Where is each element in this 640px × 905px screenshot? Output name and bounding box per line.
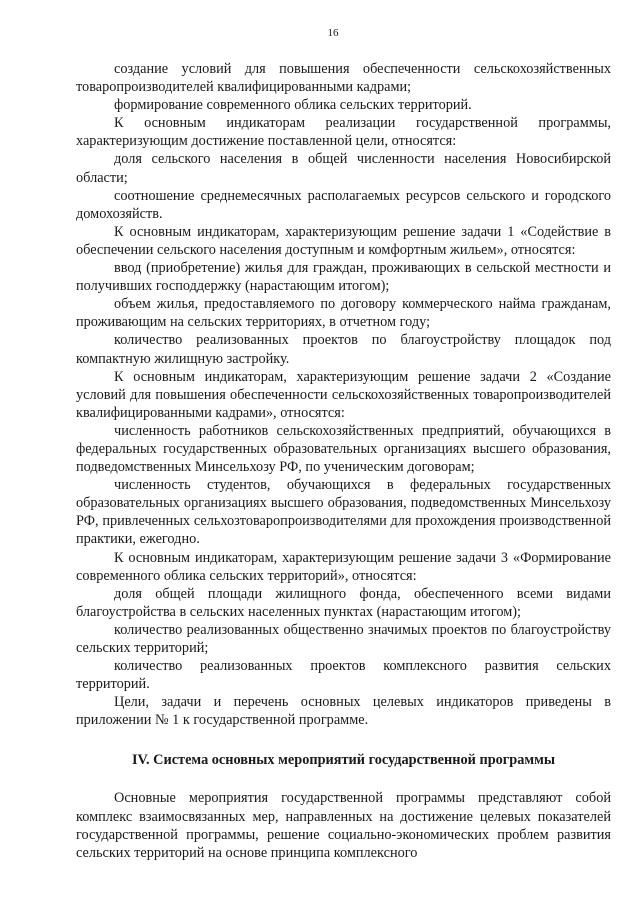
paragraph: ввод (приобретение) жилья для граждан, проживающих в сельской местности и получивших господдержку (нарастающим итогом); bbox=[76, 260, 611, 295]
paragraph: К основным индикаторам, характеризующим решение задачи 1 «Содействие в обеспечении сельского населения доступным и комфортным жильем», относятся: bbox=[76, 223, 611, 258]
paragraph: доля сельского населения в общей численности населения Новосибирской области; bbox=[76, 151, 611, 186]
paragraph: Цели, задачи и перечень основных целевых индикаторов приведены в приложении № 1 к государственной программе. bbox=[76, 694, 611, 729]
paragraph: доля общей площади жилищного фонда, обеспеченного всеми видами благоустройства в сельских населенных пунктах (нарастающим итогом); bbox=[76, 585, 611, 620]
section-paragraph-list bbox=[76, 789, 611, 861]
paragraph: К основным индикаторам реализации государственной программы, характеризующим достижение поставленной цели, относятся: bbox=[76, 115, 611, 150]
paragraph: К основным индикаторам, характеризующим решение задачи 2 «Создание условий для повышения обеспеченности сельскохозяйственных товаропроизводителей квалифицированными кадрами», относятся: bbox=[76, 368, 611, 421]
paragraph: объем жилья, предоставляемого по договору коммерческого найма гражданам, проживающим на сельских территориях, в отчетном году; bbox=[76, 296, 611, 331]
page-number: 16 bbox=[327, 27, 339, 39]
paragraph: количество реализованных проектов комплексного развития сельских территорий. bbox=[76, 658, 611, 693]
paragraph-list bbox=[76, 60, 611, 729]
paragraph: Основные мероприятия государственной программы представляют собой комплекс взаимосвязанных мер, направленных на достижение целевых показателей государственной программы, решение социально-экономических проблем развития сельских территорий на основе принципа комплексного bbox=[76, 790, 611, 861]
paragraph: численность студентов, обучающихся в федеральных государственных образовательных организациях высшего образования, подведомственных Минсельхозу РФ, привлеченных сельхозтоваропроизводителями для прохождения производственной практики, ежегодно. bbox=[76, 477, 611, 548]
paragraph: численность работников сельскохозяйственных предприятий, обучающихся в федеральных государственных образовательных организациях высшего образования, подведомственных Минсельхозу РФ, по ученическим договорам; bbox=[76, 422, 611, 476]
document-body bbox=[76, 60, 611, 862]
paragraph: количество реализованных общественно значимых проектов по благоустройству сельских территорий; bbox=[76, 621, 611, 656]
paragraph: соотношение среднемесячных располагаемых ресурсов сельского и городского домохозяйств. bbox=[76, 187, 611, 222]
paragraph: формирование современного облика сельских территорий. bbox=[114, 97, 472, 114]
paragraph: создание условий для повышения обеспеченности сельскохозяйственных товаропроизводителей квалифицированными кадрами; bbox=[76, 61, 611, 96]
paragraph: К основным индикаторам, характеризующим решение задачи 3 «Формирование современного облика сельских территорий», относятся: bbox=[76, 549, 611, 584]
paragraph: количество реализованных проектов по благоустройству площадок под компактную жилищную застройку. bbox=[76, 332, 611, 367]
section-heading: IV. Система основных мероприятий государственной программы bbox=[131, 752, 556, 769]
